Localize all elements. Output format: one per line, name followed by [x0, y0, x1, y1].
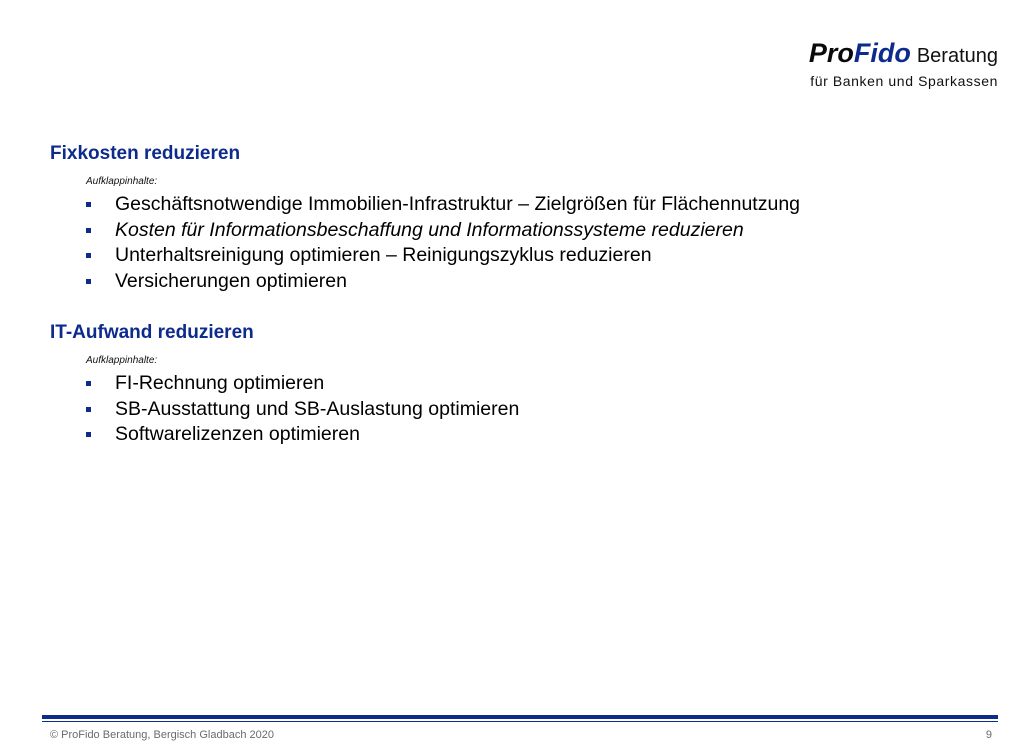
list-item: [86, 397, 519, 423]
footer-copyright: © ProFido Beratung, Bergisch Gladbach 2020: [50, 729, 274, 741]
footer-divider: [42, 715, 998, 719]
logo-beratung: Beratung: [916, 45, 998, 67]
logo-pro: Pro: [808, 38, 854, 68]
section-subtitle: Aufklappinhalte:: [86, 176, 158, 187]
list-item-text: Unterhaltsreinigung optimieren – Reinigungszyklus reduzieren: [115, 244, 652, 266]
company-logo: [809, 38, 998, 89]
list-item: [86, 422, 519, 448]
bullet-list: [86, 192, 800, 294]
section-subtitle: Aufklappinhalte:: [86, 355, 158, 366]
list-item-text: SB-Ausstattung und SB-Auslastung optimieren: [115, 397, 520, 420]
bullet-list: [86, 371, 519, 448]
list-item-text: Softwarelizenzen optimieren: [115, 423, 360, 445]
list-item: [86, 243, 800, 269]
section-title: IT-Aufwand reduzieren: [50, 322, 254, 343]
square-bullet-icon: [86, 228, 91, 233]
list-item: [86, 192, 800, 218]
list-item: [86, 371, 519, 397]
section-title: Fixkosten reduzieren: [50, 143, 241, 164]
section-it-aufwand: [50, 321, 519, 448]
list-item-text: Geschäftsnotwendige Immobilien-Infrastruktur – Zielgrößen für Flächennutzung: [115, 193, 801, 215]
section-fixkosten: [50, 142, 800, 294]
list-item: [86, 218, 800, 244]
list-item-text: Kosten für Informationsbeschaffung und Informationssysteme reduzieren: [115, 218, 744, 241]
page-number: 9: [985, 729, 992, 741]
list-item: [86, 269, 800, 295]
square-bullet-icon: [86, 253, 91, 258]
logo-fido: Fido: [853, 38, 911, 68]
logo-tagline: für Banken und Sparkassen: [810, 73, 998, 89]
square-bullet-icon: [86, 202, 91, 207]
logo-wordmark: [809, 38, 998, 71]
list-item-text: FI-Rechnung optimieren: [115, 372, 325, 394]
list-item-text: Versicherungen optimieren: [115, 269, 347, 292]
square-bullet-icon: [86, 407, 91, 412]
square-bullet-icon: [86, 432, 91, 437]
footer-divider-thin: [42, 721, 998, 722]
square-bullet-icon: [86, 381, 91, 386]
square-bullet-icon: [86, 279, 91, 284]
